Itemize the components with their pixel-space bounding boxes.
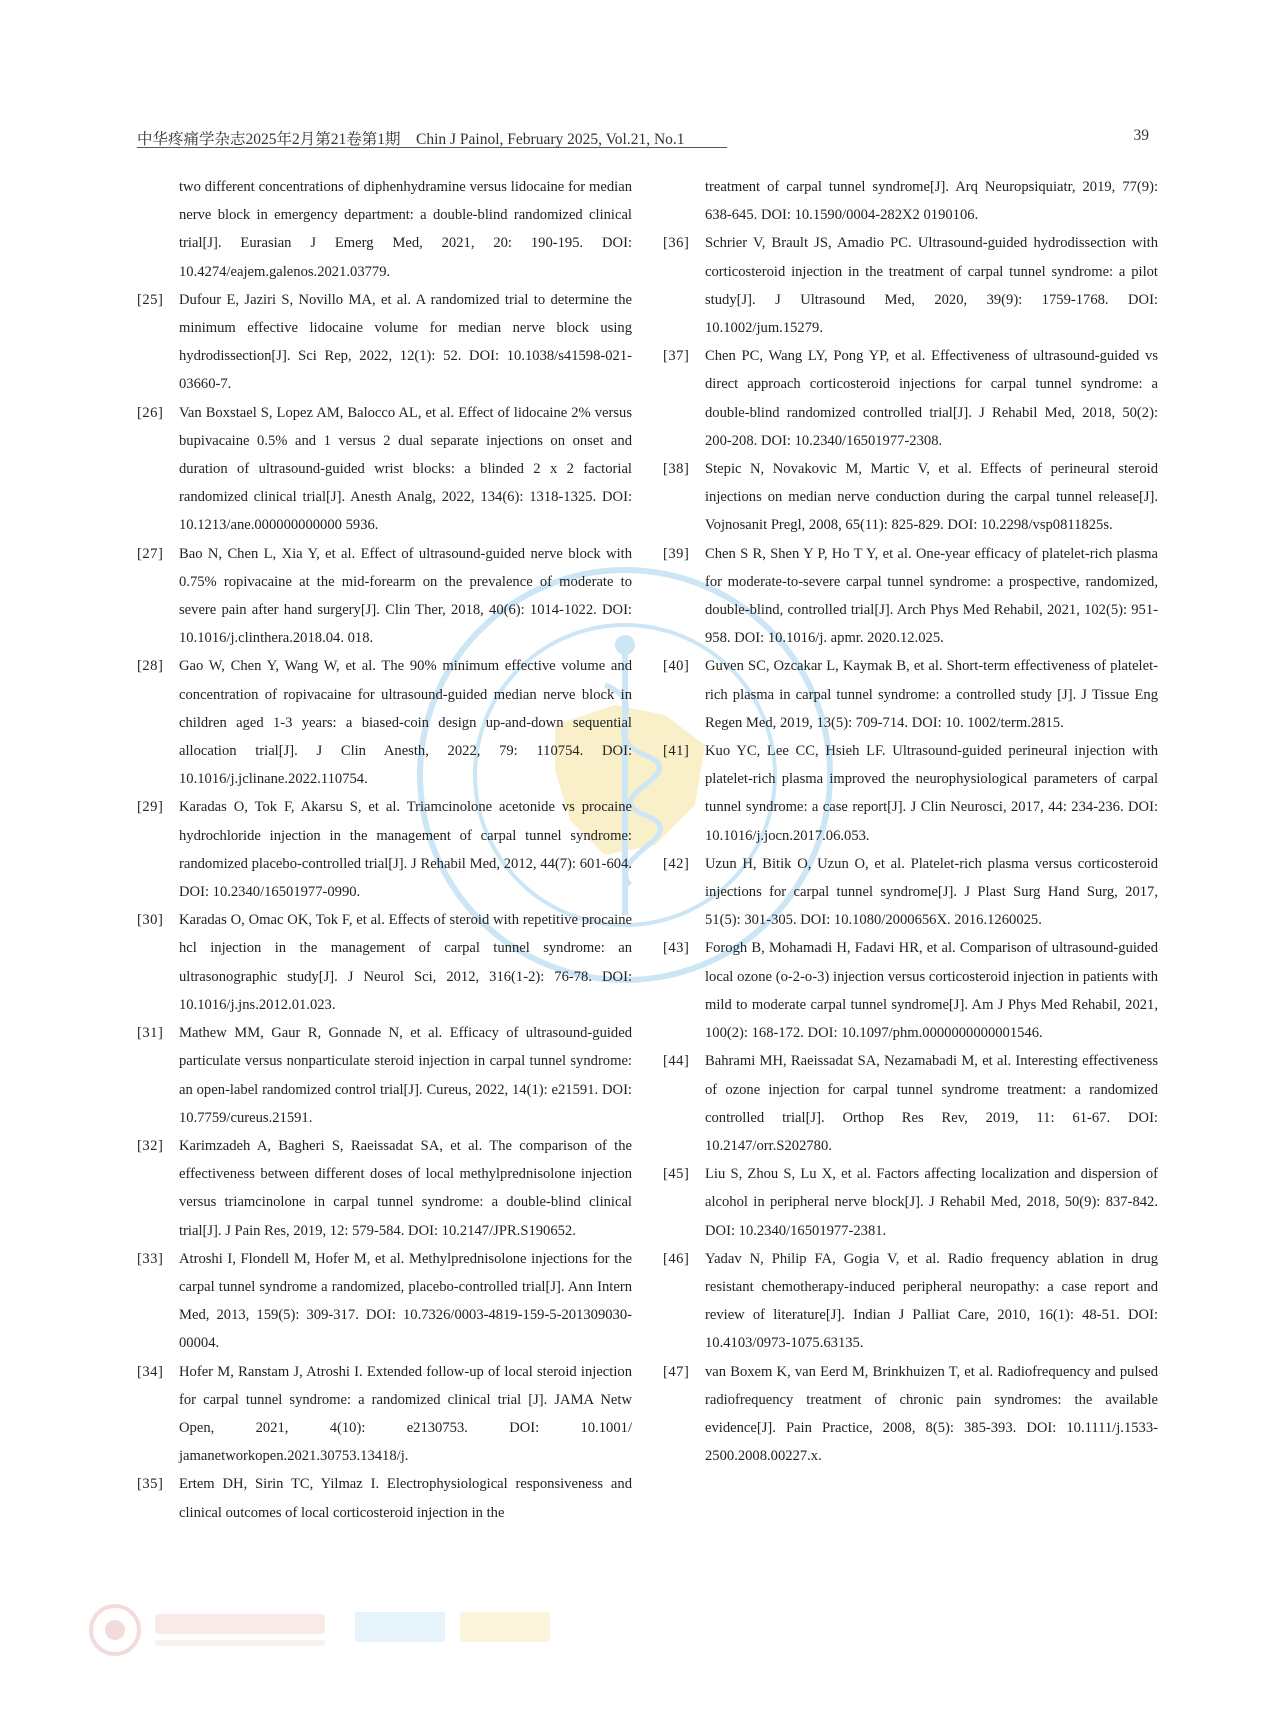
reference-item [663,173,1158,229]
reference-text: Mathew MM, Gaur R, Gonnade N, et al. Efficacy of ultrasound-guided particulate versus nonparticulate steroid injection in carpal tunnel syndrome: an open-label randomized control trial[J]. Cureus, 2022, 14(1): e21591. DOI: 10.7759/cureus.21591. [179,1025,632,1126]
reference-item [137,1358,632,1471]
reference-text: Atroshi I, Flondell M, Hofer M, et al. Methylprednisolone injections for the carpal tunnel syndrome a randomized, placebo-controlled trial[J]. Ann Intern Med, 2013, 159(5): 309-317. DOI: 10.7326/0003-4819-159-5-201309030-00004. [179,1250,632,1352]
reference-number: [43] [663,940,690,957]
reference-text: Schrier V, Brault JS, Amadio PC. Ultrasound-guided hydrodissection with corticosteroid injection in the treatment of carpal tunnel syndrome: a pilot study[J]. J Ultrasound Med, 2020, 39(9): 1759-1768. DOI: 10.1002/jum.15279. [705,235,1158,337]
reference-number: [31] [137,1025,164,1042]
reference-number: [29] [137,799,164,816]
reference-text: Chen PC, Wang LY, Pong YP, et al. Effectiveness of ultrasound-guided vs direct approach corticosteroid injections for carpal tunnel syndrome: a double-blind randomized controlled trial[J]. J Rehabil Med, 2018, 50(2): 200-208. DOI: 10.2340/16501977-2308. [705,348,1158,449]
reference-number: [26] [137,404,164,421]
references-right-column [663,173,1158,1470]
reference-item [663,229,1158,342]
reference-text: Stepic N, Novakovic M, Martic V, et al. Effects of perineural steroid injections on median nerve conduction during the carpal tunnel release[J]. Vojnosanit Pregl, 2008, 65(11): 825-829. DOI: 10.2298/vsp0811825s. [705,461,1158,534]
reference-text: treatment of carpal tunnel syndrome[J]. Arq Neuropsiquiatr, 2019, 77(9): 638-645. DOI: 10.1590/0004-282X2 0190106. [705,179,1158,224]
reference-item [663,850,1158,935]
reference-text: Uzun H, Bitik O, Uzun O, et al. Platelet-rich plasma versus corticosteroid injections for carpal tunnel syndrome[J]. J Plast Surg Hand Surg, 2017, 51(5): 301-305. DOI: 10.1080/2000656X. 2016.1260025. [705,855,1158,929]
reference-number: [40] [663,658,690,675]
reference-number: [36] [663,235,690,252]
reference-item [137,286,632,399]
reference-item [663,934,1158,1047]
reference-number: [39] [663,545,690,562]
reference-number: [27] [137,545,164,562]
reference-text: Bahrami MH, Raeissadat SA, Nezamabadi M, et al. Interesting effectiveness of ozone injection for carpal tunnel syndrome treatment: a randomized controlled trial[J]. Orthop Res Rev, 2019, 11: 61-67. DOI: 10.2147/orr.S202780. [705,1053,1158,1154]
reference-text: Yadav N, Philip FA, Gogia V, et al. Radio frequency ablation in drug resistant chemotherapy-induced peripheral neuropathy: a case report and review of literature[J]. Indian J Palliat Care, 2010, 16(1): 48-51. DOI: 10.4103/0973-1075.63135. [705,1250,1158,1352]
reference-text: Dufour E, Jaziri S, Novillo MA, et al. A randomized trial to determine the minimum effective lidocaine volume for median nerve block using hydrodissection[J]. Sci Rep, 2022, 12(1): 52. DOI: 10.1038/s41598-021-03660-7. [179,291,632,393]
reference-number: [42] [663,855,690,872]
reference-item [663,1245,1158,1358]
reference-number: [46] [663,1250,690,1267]
reference-item [663,1358,1158,1471]
reference-text: Liu S, Zhou S, Lu X, et al. Factors affecting localization and dispersion of alcohol in peripheral nerve block[J]. J Rehabil Med, 2018, 50(9): 837-842. DOI: 10.2340/16501977-2381. [705,1166,1158,1239]
reference-item [137,1245,632,1358]
reference-item [663,652,1158,737]
reference-item [137,173,632,286]
reference-text: Van Boxstael S, Lopez AM, Balocco AL, et al. Effect of lidocaine 2% versus bupivacaine 0.5% and 1 versus 2 dual separate injections on onset and duration of ultrasound-guided wrist blocks: a blinded 2 x 2 factorial randomized clinical trial[J]. Anesth Analg, 2022, 134(6): 1318-1325. DOI: 10.1213/ane.000000000000 5936. [179,404,632,534]
reference-text: Guven SC, Ozcakar L, Kaymak B, et al. Short-term effectiveness of platelet-rich plasma in carpal tunnel syndrome: a controlled study [J]. J Tissue Eng Regen Med, 2019, 13(5): 709-714. DOI: 10. 1002/term.2815. [705,658,1158,731]
reference-item [663,1160,1158,1245]
reference-text: Karadas O, Omac OK, Tok F, et al. Effects of steroid with repetitive procaine hcl injection in the management of carpal tunnel syndrome: an ultrasonographic study[J]. J Neurol Sci, 2012, 316(1-2): 76-78. DOI: 10.1016/j.jns.2012.01.023. [179,912,632,1013]
reference-number: [25] [137,291,164,308]
reference-number: [37] [663,348,690,365]
reference-item [663,737,1158,850]
reference-text: Bao N, Chen L, Xia Y, et al. Effect of ultrasound-guided nerve block with 0.75% ropivacaine at the mid-forearm on the prevalence of moderate to severe pain after hand surgery[J]. Clin Ther, 2018, 40(6): 1014-1022. DOI: 10.1016/j.clinthera.2018.04. 018. [179,545,632,647]
publisher-logo-watermark [85,1600,605,1660]
reference-text: Gao W, Chen Y, Wang W, et al. The 90% minimum effective volume and concentration of ropivacaine for ultrasound-guided median nerve block in children aged 1-3 years: a biased-coin design up-and-down sequential allocation trial[J]. J Clin Anesth, 2022, 79: 110754. DOI: 10.1016/j.jclinane.2022.110754. [179,658,632,788]
reference-number: [45] [663,1166,690,1183]
reference-number: [47] [663,1363,690,1380]
reference-item [663,342,1158,455]
header-rule [137,147,727,148]
reference-number: [28] [137,658,164,675]
reference-item [663,540,1158,653]
reference-item [137,1470,632,1526]
reference-item [663,1047,1158,1160]
reference-text: Hofer M, Ranstam J, Atroshi I. Extended follow-up of local steroid injection for carpal tunnel syndrome: a randomized clinical trial [J]. JAMA Netw Open, 2021, 4(10): e2130753. DOI: 10.1001/ jamanetworkopen.2021.30753.13418/j. [179,1363,632,1465]
reference-text: Ertem DH, Sirin TC, Yilmaz I. Electrophysiological responsiveness and clinical outcomes of local corticosteroid injection in the [179,1476,632,1521]
reference-item [137,1132,632,1245]
reference-item [137,399,632,540]
reference-item [137,793,632,906]
reference-text: Karimzadeh A, Bagheri S, Raeissadat SA, et al. The comparison of the effectiveness between different doses of local methylprednisolone injection versus triamcinolone in carpal tunnel syndrome: a double-blind clinical trial[J]. J Pain Res, 2019, 12: 579-584. DOI: 10.2147/JPR.S190652. [179,1137,632,1239]
reference-text: van Boxem K, van Eerd M, Brinkhuizen T, et al. Radiofrequency and pulsed radiofrequency treatment of chronic pain syndromes: the available evidence[J]. Pain Practice, 2008, 8(5): 385-393. DOI: 10.1111/j.1533-2500.2008.00227.x. [705,1363,1158,1465]
reference-number: [32] [137,1137,164,1154]
journal-header: 中华疼痛学杂志2025年2月第21卷第1期 Chin J Painol, February 2025, Vol.21, No.1 [137,131,685,148]
reference-item [137,652,632,793]
reference-text: Karadas O, Tok F, Akarsu S, et al. Triamcinolone acetonide vs procaine hydrochloride injection in the management of carpal tunnel syndrome: randomized placebo-controlled trial[J]. J Rehabil Med, 2012, 44(7): 601-604. DOI: 10.2340/16501977-0990. [179,799,632,901]
reference-number: [44] [663,1053,690,1070]
reference-text: two different concentrations of diphenhydramine versus lidocaine for median nerve block in emergency department: a double-blind randomized clinical trial[J]. Eurasian J Emerg Med, 2021, 20: 190-195. DOI: 10.4274/eajem.galenos.2021.03779. [179,179,632,280]
reference-item [137,1019,632,1132]
reference-item [137,906,632,1019]
reference-number: [35] [137,1476,164,1493]
reference-text: Forogh B, Mohamadi H, Fadavi HR, et al. Comparison of ultrasound-guided local ozone (o-2-o-3) injection versus corticosteroid injection in patients with mild to moderate carpal tunnel syndrome[J]. Am J Phys Med Rehabil, 2021, 100(2): 168-172. DOI: 10.1097/phm.0000000000001546. [705,940,1158,1042]
reference-number: [30] [137,912,164,929]
reference-number: [33] [137,1250,164,1267]
reference-number: [34] [137,1363,164,1380]
reference-number: [38] [663,461,690,478]
reference-item [137,540,632,653]
reference-text: Kuo YC, Lee CC, Hsieh LF. Ultrasound-guided perineural injection with platelet-rich plasma improved the neurophysiological parameters of carpal tunnel syndrome: a case report[J]. J Clin Neurosci, 2017, 44: 234-236. DOI: 10.1016/j.jocn.2017.06.053. [705,743,1158,844]
reference-text: Chen S R, Shen Y P, Ho T Y, et al. One-year efficacy of platelet-rich plasma for moderate-to-severe carpal tunnel syndrome: a prospective, randomized, double-blind, controlled trial[J]. Arch Phys Med Rehabil, 2021, 102(5): 951-958. DOI: 10.1016/j. apmr. 2020.12.025. [705,545,1158,647]
references-left-column [137,173,632,1527]
page-number: 39 [1133,127,1149,144]
reference-number: [41] [663,743,690,760]
reference-item [663,455,1158,540]
